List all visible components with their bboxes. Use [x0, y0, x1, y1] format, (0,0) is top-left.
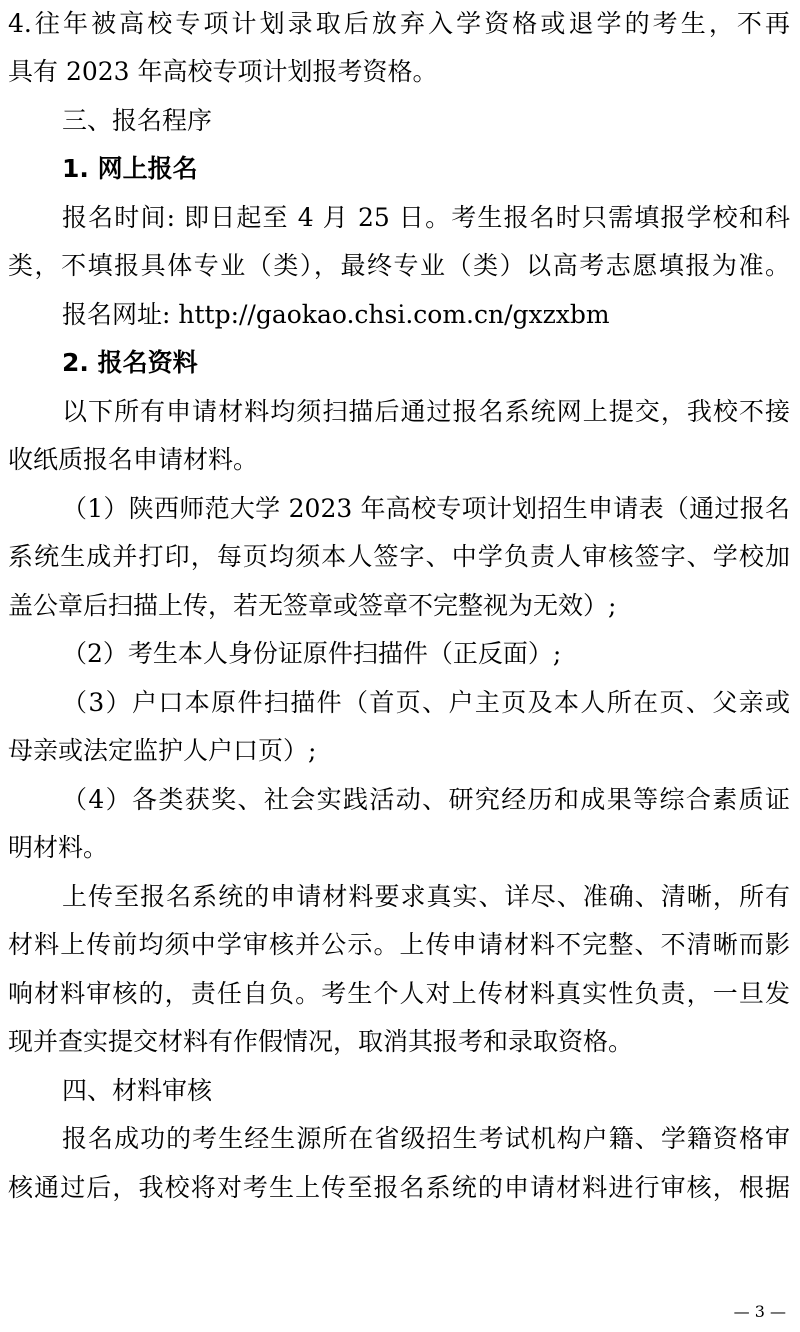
paragraph-line: 响材料审核的，责任自负。考生个人对上传材料真实性负责，一旦发	[8, 979, 790, 1008]
list-item-line: 系统生成并打印，每页均须本人签字、中学负责人审核签字、学校加	[8, 542, 790, 571]
subsection-heading: 2. 报名资料	[62, 348, 198, 377]
list-item-line: 母亲或法定监护人户口页）;	[8, 736, 317, 765]
registration-url: 报名网址: http://gaokao.chsi.com.cn/gxzxbm	[62, 300, 610, 329]
paragraph-line: 材料上传前均须中学审核并公示。上传申请材料不完整、不清晰而影	[8, 930, 790, 959]
paragraph-line: 4.往年被高校专项计划录取后放弃入学资格或退学的考生，不再	[8, 9, 790, 38]
paragraph-line: 收纸质报名申请材料。	[8, 445, 259, 474]
list-item-line: 明材料。	[8, 833, 109, 862]
paragraph-line: 以下所有申请材料均须扫描后通过报名系统网上提交，我校不接	[62, 397, 790, 426]
page-number: — 3 —	[733, 1302, 786, 1321]
paragraph-line: 上传至报名系统的申请材料要求真实、详尽、准确、清晰，所有	[62, 882, 790, 911]
section-heading: 四、材料审核	[62, 1076, 213, 1105]
paragraph-line: 核通过后，我校将对考生上传至报名系统的申请材料进行审核，根据	[8, 1173, 790, 1202]
list-item-line: 盖公章后扫描上传，若无签章或签章不完整视为无效）;	[8, 591, 617, 620]
list-item-line: （4）各类获奖、社会实践活动、研究经历和成果等综合素质证	[62, 785, 790, 814]
subsection-heading: 1. 网上报名	[62, 154, 198, 183]
paragraph-line: 具有 2023 年高校专项计划报考资格。	[8, 57, 438, 86]
paragraph-line: 报名时间: 即日起至 4 月 25 日。考生报名时只需填报学校和科	[62, 203, 790, 232]
paragraph-line: 类，不填报具体专业（类），最终专业（类）以高考志愿填报为准。	[8, 251, 790, 280]
paragraph-line: 报名成功的考生经生源所在省级招生考试机构户籍、学籍资格审	[62, 1124, 790, 1153]
list-item-line: （2）考生本人身份证原件扫描件（正反面）;	[62, 639, 562, 668]
list-item-line: （1）陕西师范大学 2023 年高校专项计划招生申请表（通过报名	[62, 494, 790, 523]
section-heading: 三、报名程序	[62, 106, 213, 135]
paragraph-line: 现并查实提交材料有作假情况，取消其报考和录取资格。	[8, 1027, 634, 1056]
list-item-line: （3）户口本原件扫描件（首页、户主页及本人所在页、父亲或	[62, 688, 790, 717]
